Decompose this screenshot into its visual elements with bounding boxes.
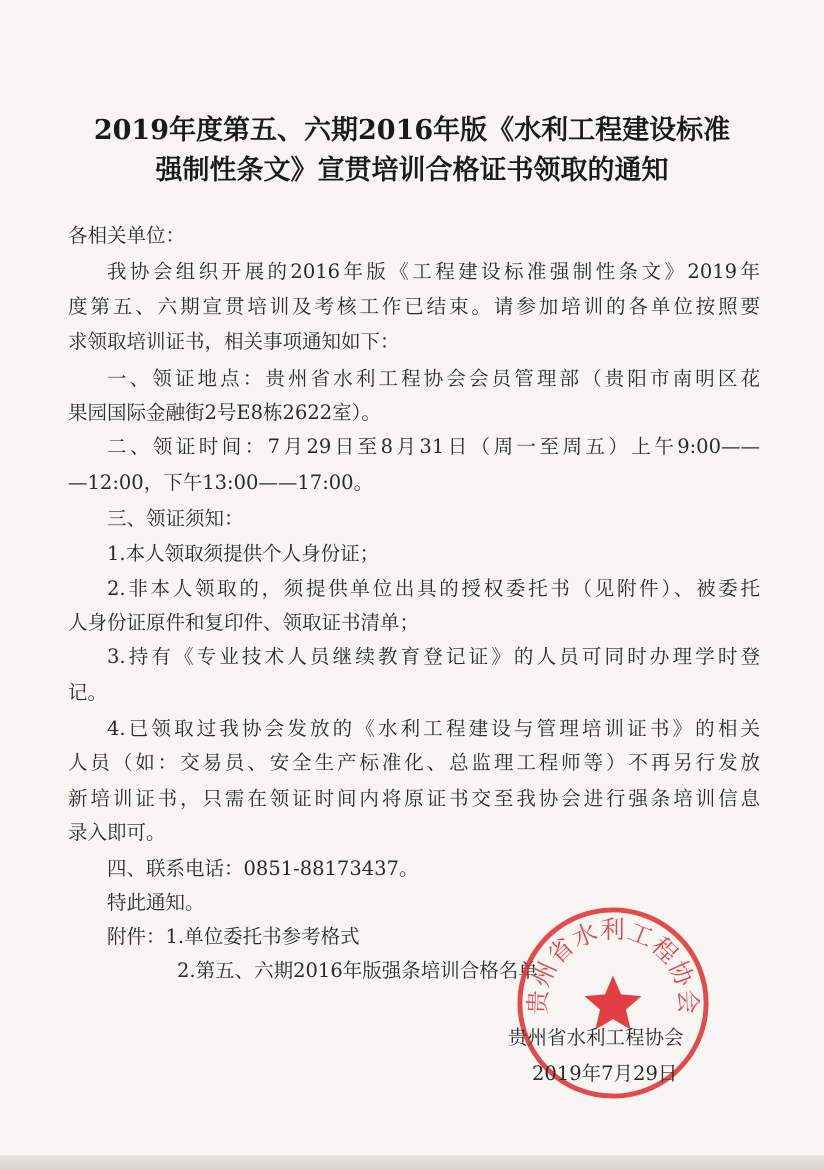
- notice4-line: 录入即可。: [68, 821, 166, 844]
- signature-organization: 贵州省水利工程协会: [508, 1026, 684, 1049]
- notice4-line: 人员（如：交易员、安全生产标准化、总监理工程师等）不再另行发放: [68, 751, 760, 774]
- signature-date: 2019年7月29日: [532, 1062, 678, 1085]
- attachment-2: 2.第五、六期2016年版强条培训合格名单: [177, 959, 538, 982]
- attachment-1: 附件：1.单位委托书参考格式: [107, 925, 360, 948]
- notice2-line: 2.非本人领取的，须提供单位出具的授权委托书（见附件）、被委托: [107, 577, 760, 600]
- item1-line: 果园国际金融街2号E8栋2622室）。: [68, 401, 381, 424]
- document-title-line2: 强制性条文》宣贯培训合格证书领取的通知: [155, 155, 669, 186]
- intro-line: 我协会组织开展的2016年版《工程建设标准强制性条文》2019年: [107, 260, 760, 283]
- intro-line: 求领取培训证书，相关事项通知如下：: [68, 330, 400, 353]
- item2-line: 二、领证时间：7月29日至8月31日（周一至周五）上午9:00——: [107, 435, 760, 458]
- contact-phone: 四、联系电话：0851-88173437。: [107, 857, 419, 880]
- closing-text: 特此通知。: [107, 891, 205, 914]
- notice1: 1.本人领取须提供个人身份证；: [107, 542, 380, 565]
- item1-line: 一、领证地点：贵州省水利工程协会会员管理部（贵阳市南明区花: [107, 367, 760, 390]
- notice4-line: 新培训证书，只需在领证时间内将原证书交至我协会进行强条培训信息: [68, 787, 760, 810]
- notice3-line: 3.持有《专业技术人员继续教育登记证》的人员可同时办理学时登: [107, 645, 760, 668]
- intro-line: 度第五、六期宣贯培训及考核工作已结束。请参加培训的各单位按照要: [68, 295, 760, 318]
- item2-line: —12:00，下午13:00——17:00。: [68, 471, 374, 494]
- item3-heading: 三、领证须知：: [107, 507, 244, 530]
- salutation: 各相关单位：: [68, 224, 186, 247]
- notice2-line: 人身份证原件和复印件、领取证书清单；: [68, 611, 420, 634]
- seal-text: 贵州省水利工程协会: [522, 914, 704, 1016]
- document-title-line1: 2019年度第五、六期2016年版《水利工程建设标准: [93, 115, 731, 146]
- page-bottom-edge: [0, 1155, 824, 1169]
- notice3-line: 记。: [68, 681, 108, 704]
- notice4-line: 4.已领取过我协会发放的《水利工程建设与管理培训证书》的相关: [107, 717, 760, 740]
